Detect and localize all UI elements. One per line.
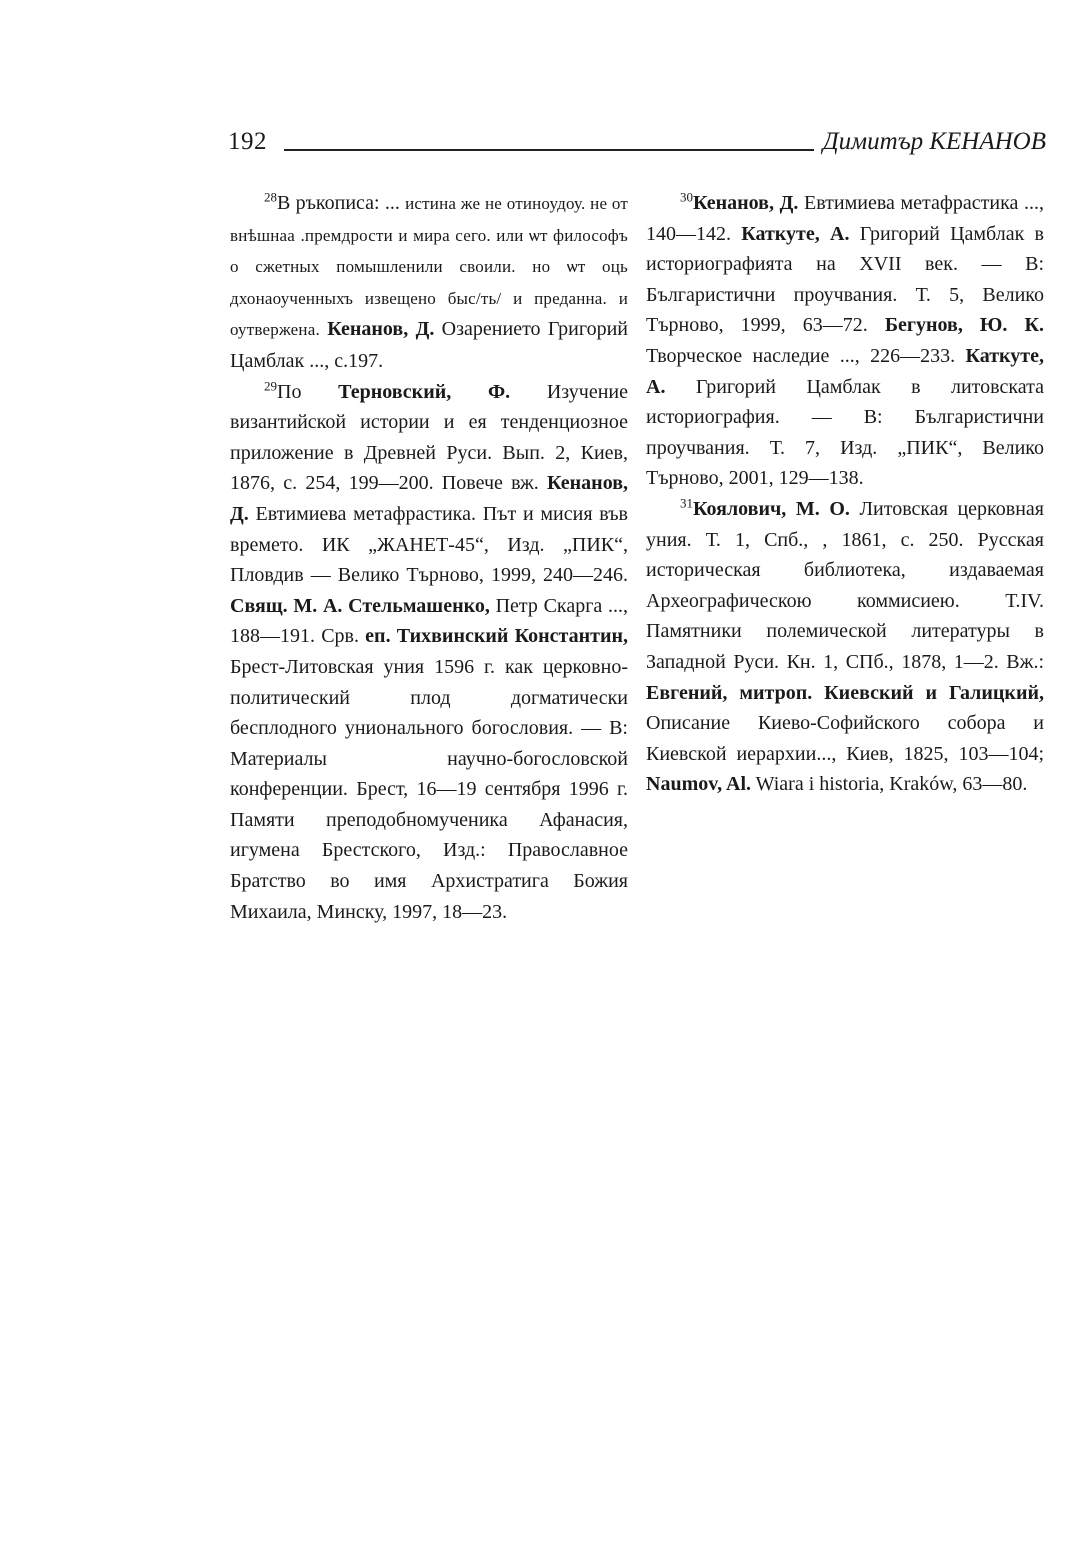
- footnote-text: Евтимиева метафрастика ..., 140—142.: [646, 192, 1044, 245]
- footnote-text: Евтимиева метафрастика. Път и мисия във времето. ИК „ЖАНЕТ-45“, Изд. „ПИК“, Пловдив — Велико Търново, 1999, 240—246.: [230, 502, 628, 587]
- footnote-text: Описание Киево-Софийского собора и Киевской иерархии..., Киев, 1825, 103—104;: [646, 712, 1044, 765]
- footnote-text: Григорий Цамблак в историографията на XVII век. — В: Българистични проучвания. Т. 5, Велико Търново, 1999, 63—72.: [646, 222, 1045, 337]
- author-name: Евгений, митроп. Киевский и Галицкий,: [646, 681, 1044, 704]
- author-name: Бегунов, Ю. К.: [884, 314, 1044, 337]
- page-header: [228, 128, 1046, 164]
- footnote-28: [230, 188, 628, 377]
- author-name: Свящ. М. А. Стельмашенко,: [230, 594, 490, 617]
- footnote-text: По: [277, 380, 339, 403]
- author-name: Терновский, Ф.: [338, 380, 511, 403]
- footnote-number: 28: [264, 189, 277, 205]
- footnote-text: Петр Скарга ..., 188—191. Срв.: [230, 594, 629, 648]
- author-name: Каткуте, А.: [646, 344, 1044, 398]
- footnote-text: Wiara i historia, Kraków, 63—80.: [751, 773, 1028, 796]
- footnote-number: 30: [680, 189, 693, 205]
- footnote-text: Творческое наследие ..., 226—233.: [646, 344, 966, 367]
- author-name: еп. Тихвинский Константин,: [365, 625, 628, 648]
- author-name: Кенанов, Д.: [693, 192, 799, 214]
- footnote-31: [646, 494, 1044, 800]
- running-head: Димитър КЕНАНОВ: [822, 128, 1046, 155]
- header-rule: [284, 149, 814, 151]
- author-name: Кенанов, Д.: [327, 318, 435, 341]
- author-name: Кенанов, Д.: [230, 472, 628, 525]
- footnote-30: [646, 188, 1044, 494]
- page-number: 192: [228, 128, 267, 155]
- footnote-text: Литовская церковная уния. Т. 1, Спб., , 1861, с. 250. Русская историческая библиотека, издаваемая Археографическою коммисиею. Т.IV. Памятники полемической литературы в Западной Руси. Кн. 1, СПб., 1878, 1—2. Вж.:: [646, 497, 1044, 673]
- author-name: Каткуте, А.: [741, 222, 850, 245]
- author-name: Коялович, М. О.: [693, 497, 850, 520]
- footnote-text: Изучение византийской истории и ея тенденциозное приложение в Древней Руси. Вып. 2, Киев, 1876, с. 254, 199—200. Повече вж.: [230, 380, 628, 495]
- footnote-number: 29: [264, 377, 277, 393]
- footnotes-column-left: [230, 188, 628, 927]
- footnote-text: Озарението Григорий Цамблак ..., с.197.: [230, 318, 628, 372]
- slavonic-quote: истина же не отиноудоу. не от внѣшнаа .премдрости и мира сего. или ѡт философъ о сжетных помышленили своили. но ѡт оць дхонаоученныхъ извещено быс/ть/ и преданна. и оутвержена.: [230, 194, 628, 340]
- footnote-number: 31: [680, 495, 693, 511]
- footnote-text: В ръкописа: ...: [277, 192, 406, 214]
- footnote-text: Брест-Литовская уния 1596 г. как церковно-политический плод догматически бесплодного унионального богословия. — В: Материалы научно-богословской конференции. Брест, 16—19 сентября 1996 г. Памяти преподобномученика Афанасия, игумена Брестского, Изд.: Православное Братство во имя Архистратига Божия Михаила, Минску, 1997, 18—23.: [230, 655, 628, 923]
- author-name: Naumov, Al.: [646, 773, 752, 796]
- footnote-29: [230, 377, 628, 928]
- footnote-text: Григорий Цамблак в литовската историография. — В: Българистични проучвания. Т. 7, Изд. „ПИК“, Велико Търново, 2001, 129—138.: [646, 375, 1044, 490]
- footnotes-column-right: [646, 188, 1044, 800]
